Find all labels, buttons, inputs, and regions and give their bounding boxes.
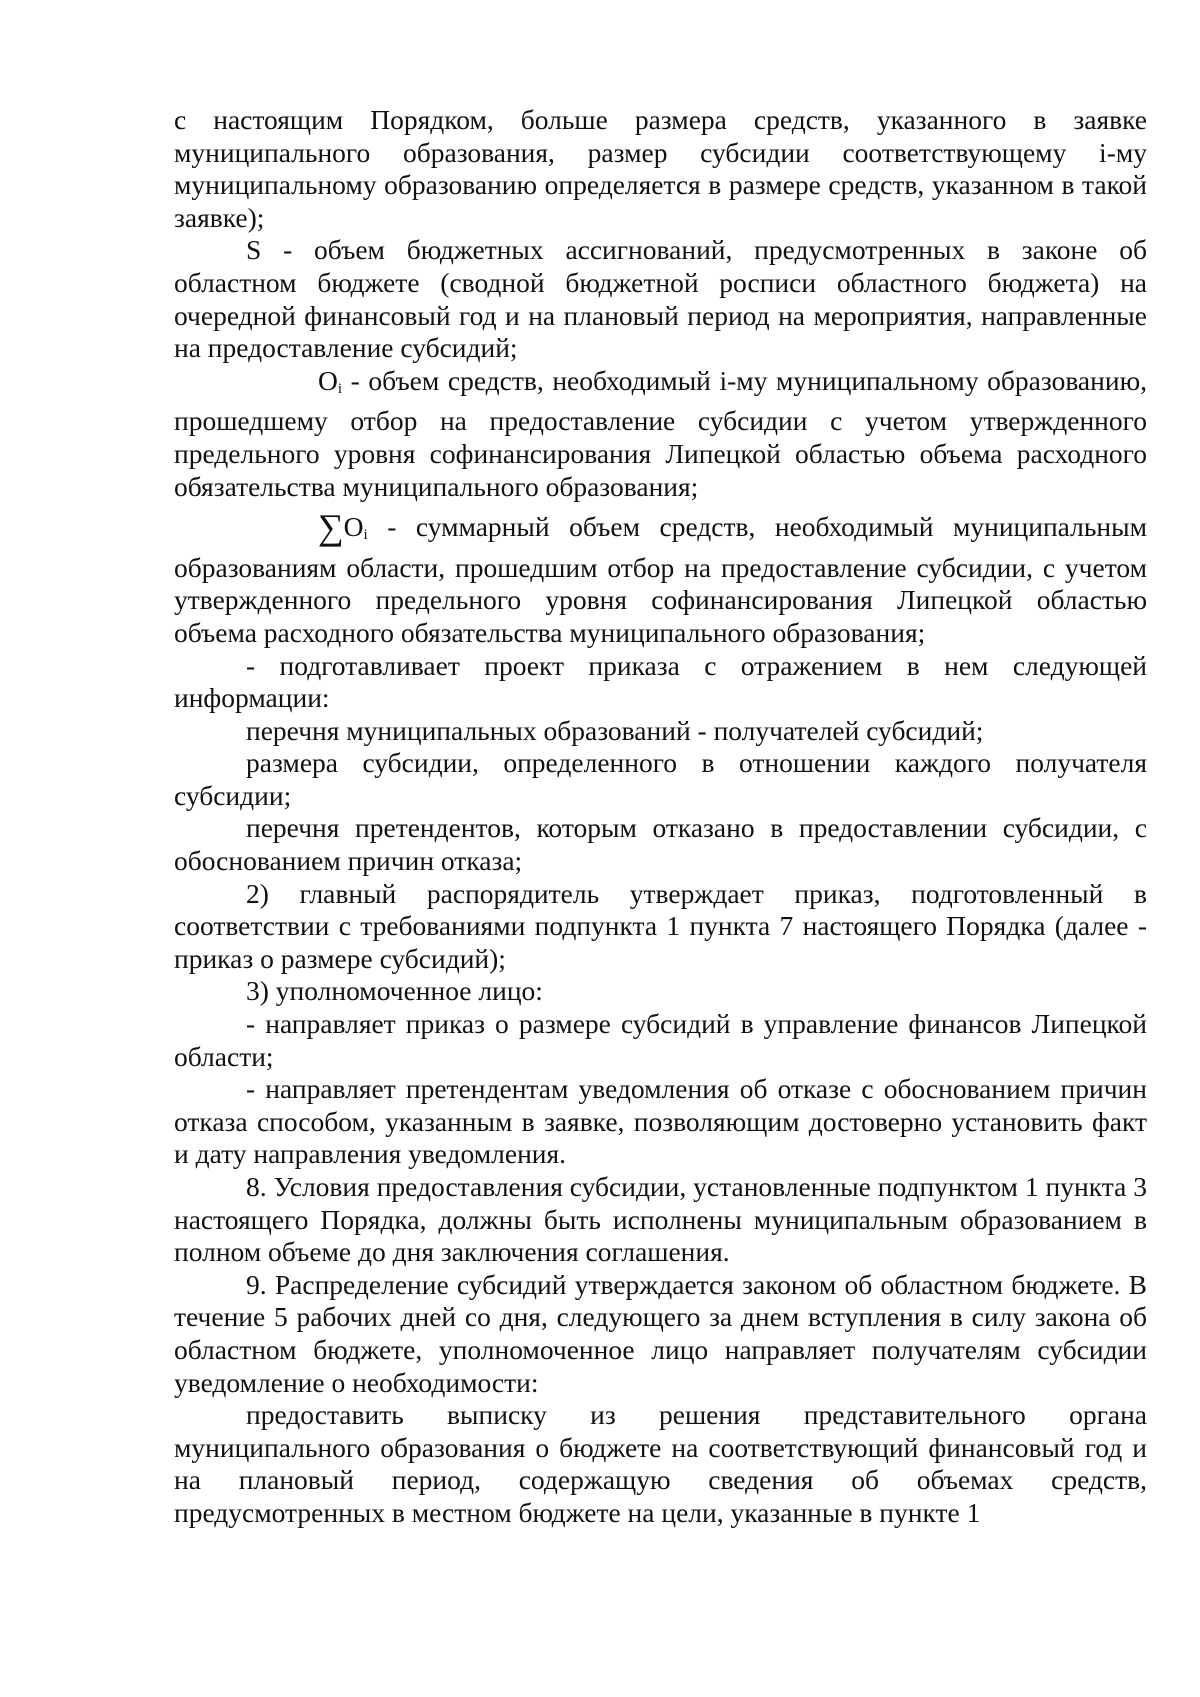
paragraph-refused-applicants: перечня претендентов, которым отказано в предоставлении субсидии, с обоснованием причин отказа; [174,812,1147,877]
sum-oi-symbol: $\sum O_i$ [318,507,368,548]
paragraph-continuation: с настоящим Порядком, больше размера средств, указанного в заявке муниципального образования, размер субсидии соответствующему i-му муниципальному образованию определяется в размере средств, указанном в такой заявке); [174,104,1147,233]
paragraph-oi-definition [174,365,1147,503]
document-page [174,104,1147,1530]
sum-symbol: ∑ [318,507,344,548]
oi-symbol: $O_i$ [318,364,343,397]
paragraph-prepare-order: - подготавливает проект приказа с отражением в нем следующей информации: [174,649,1147,714]
paragraph-send-refusals: - направляет претендентам уведомления об отказе с обоснованием причин отказа способом, указанным в заявке, позволяющим достоверно установить факт и дату направления уведомления. [174,1073,1147,1170]
paragraph-s-definition: S - объем бюджетных ассигнований, предусмотренных в законе об областном бюджете (сводной бюджетной росписи областного бюджета) на очередной финансовый год и на плановый период на мероприятия, направленные на предоставление субсидий; [174,234,1147,364]
paragraph-sum-oi-definition [174,507,1147,649]
oi-definition-text: - объем средств, необходимый i-му муниципальному образованию, прошедшему отбор на предоставление субсидии с учетом утвержденного предельного уровня софинансирования Липецкой областью объема расходного обязательства муниципального образования; [174,364,1147,502]
paragraph-provide-extract: предоставить выписку из решения представительного органа муниципального образования о бюджете на соответствующий финансовый год и на плановый период, содержащую сведения об объемах средств, предусмотренных в местном бюджете на цели, указанные в пункте 1 [174,1399,1147,1528]
paragraph-clause-8: 8. Условия предоставления субсидии, установленные подпунктом 1 пункта 3 настоящего Порядка, должны быть исполнены муниципальным образованием в полном объеме до дня заключения соглашения. [174,1171,1147,1268]
paragraph-item-3: 3) уполномоченное лицо: [246,975,543,1007]
paragraph-item-2: 2) главный распорядитель утверждает приказ, подготовленный в соответствии с требованиями подпункта 1 пункта 7 настоящего Порядка (далее - приказ о размере субсидий); [174,877,1147,974]
paragraph-send-order: - направляет приказ о размере субсидий в управление финансов Липецкой области; [174,1008,1147,1072]
paragraph-subsidy-size: размера субсидии, определенного в отношении каждого получателя субсидии; [174,747,1147,811]
sum-oi-definition-text: - суммарный объем средств, необходимый муниципальным образованиям области, прошедшим отбор на предоставление субсидии, с учетом утвержденного предельного уровня софинансирования Липецкой областью объема расходного обязательства муниципального образования; [174,511,1147,648]
paragraph-list-municipalities: перечня муниципальных образований - получателей субсидий; [246,714,984,746]
paragraph-clause-9: 9. Распределение субсидий утверждается законом об областном бюджете. В течение 5 рабочих дней со дня, следующего за днем вступления в силу закона об областном бюджете, уполномоченное лицо направляет получателям субсидии уведомление о необходимости: [174,1268,1147,1398]
